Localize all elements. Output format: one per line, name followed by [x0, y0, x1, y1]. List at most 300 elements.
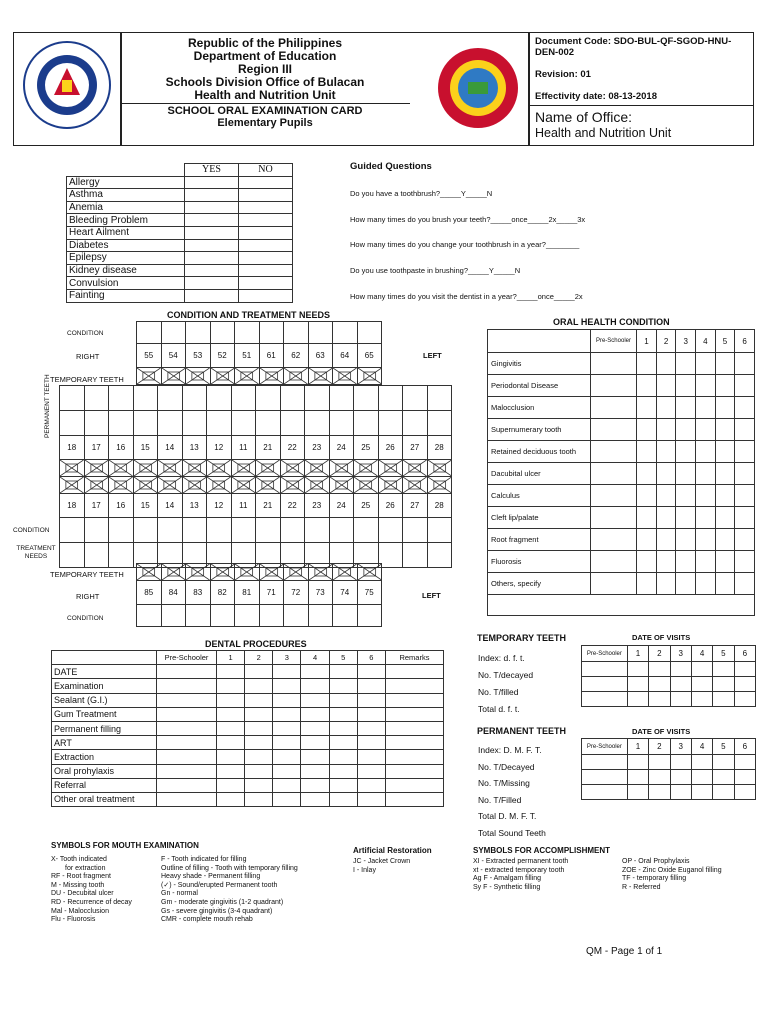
- tooth-entry-cell[interactable]: [259, 605, 284, 627]
- procedure-cell[interactable]: [301, 750, 329, 764]
- yes-checkbox[interactable]: [185, 189, 239, 202]
- tooth-surface-diagram[interactable]: [158, 460, 183, 477]
- tooth-surface-diagram[interactable]: [207, 477, 232, 494]
- visits-cell[interactable]: [582, 662, 628, 677]
- oral-condition-cell[interactable]: [637, 441, 657, 463]
- visits-cell[interactable]: [691, 785, 712, 800]
- procedure-cell[interactable]: [329, 778, 357, 792]
- visits-cell[interactable]: [649, 692, 670, 707]
- oral-condition-cell[interactable]: [696, 397, 716, 419]
- tooth-entry-cell[interactable]: [354, 386, 379, 411]
- oral-condition-cell[interactable]: [656, 375, 676, 397]
- oral-condition-cell[interactable]: [637, 419, 657, 441]
- visits-cell[interactable]: [627, 785, 648, 800]
- tooth-entry-cell[interactable]: [280, 386, 305, 411]
- procedure-cell[interactable]: [273, 778, 301, 792]
- oral-condition-cell[interactable]: [590, 551, 636, 573]
- visits-cell[interactable]: [670, 770, 691, 785]
- visits-cell[interactable]: [734, 770, 755, 785]
- tooth-entry-cell[interactable]: [210, 605, 235, 627]
- procedure-cell[interactable]: [357, 778, 385, 792]
- procedure-cell[interactable]: [157, 736, 217, 750]
- tooth-entry-cell[interactable]: [354, 518, 379, 543]
- tooth-entry-cell[interactable]: [186, 605, 211, 627]
- yes-checkbox[interactable]: [185, 214, 239, 227]
- procedure-cell[interactable]: [329, 721, 357, 735]
- oral-condition-cell[interactable]: [590, 375, 636, 397]
- tooth-entry-cell[interactable]: [84, 518, 109, 543]
- oral-condition-cell[interactable]: [590, 353, 636, 375]
- oral-condition-cell[interactable]: [715, 573, 735, 595]
- oral-condition-cell[interactable]: [676, 529, 696, 551]
- tooth-entry-cell[interactable]: [403, 543, 428, 568]
- procedure-cell[interactable]: [301, 736, 329, 750]
- oral-condition-cell[interactable]: [637, 353, 657, 375]
- tooth-surface-diagram[interactable]: [280, 460, 305, 477]
- procedure-cell[interactable]: [157, 665, 217, 679]
- oral-condition-cell[interactable]: [656, 529, 676, 551]
- tooth-entry-cell[interactable]: [207, 386, 232, 411]
- procedure-cell[interactable]: [217, 721, 245, 735]
- tooth-surface-diagram[interactable]: [378, 477, 403, 494]
- procedure-cell[interactable]: [245, 665, 273, 679]
- yes-checkbox[interactable]: [185, 201, 239, 214]
- procedure-cell[interactable]: [301, 792, 329, 806]
- procedure-cell[interactable]: [357, 750, 385, 764]
- visits-cell[interactable]: [670, 692, 691, 707]
- oral-condition-cell[interactable]: [735, 573, 755, 595]
- tooth-surface-diagram[interactable]: [308, 564, 333, 581]
- tooth-surface-diagram[interactable]: [427, 460, 452, 477]
- tooth-entry-cell[interactable]: [284, 605, 309, 627]
- visits-cell[interactable]: [649, 662, 670, 677]
- visits-cell[interactable]: [713, 785, 734, 800]
- tooth-surface-diagram[interactable]: [284, 368, 309, 385]
- tooth-surface-diagram[interactable]: [235, 368, 260, 385]
- oral-condition-cell[interactable]: [696, 485, 716, 507]
- tooth-surface-diagram[interactable]: [354, 460, 379, 477]
- oral-condition-cell[interactable]: [715, 375, 735, 397]
- tooth-surface-diagram[interactable]: [256, 460, 281, 477]
- oral-condition-cell[interactable]: [735, 441, 755, 463]
- visits-cell[interactable]: [713, 677, 734, 692]
- tooth-surface-diagram[interactable]: [259, 368, 284, 385]
- tooth-entry-cell[interactable]: [305, 518, 330, 543]
- oral-condition-cell[interactable]: [715, 507, 735, 529]
- oral-condition-cell[interactable]: [676, 463, 696, 485]
- procedure-cell[interactable]: [301, 665, 329, 679]
- tooth-entry-cell[interactable]: [84, 386, 109, 411]
- visits-cell[interactable]: [691, 770, 712, 785]
- oral-condition-cell[interactable]: [590, 419, 636, 441]
- tooth-entry-cell[interactable]: [60, 543, 85, 568]
- procedure-cell[interactable]: [157, 750, 217, 764]
- procedure-cell[interactable]: [273, 721, 301, 735]
- tooth-entry-cell[interactable]: [403, 518, 428, 543]
- procedure-cell[interactable]: [385, 764, 443, 778]
- visits-cell[interactable]: [582, 755, 628, 770]
- procedure-cell[interactable]: [217, 764, 245, 778]
- procedure-cell[interactable]: [385, 750, 443, 764]
- tooth-entry-cell[interactable]: [378, 518, 403, 543]
- procedure-cell[interactable]: [385, 778, 443, 792]
- tooth-surface-diagram[interactable]: [186, 564, 211, 581]
- tooth-entry-cell[interactable]: [133, 411, 158, 436]
- procedure-cell[interactable]: [245, 721, 273, 735]
- tooth-entry-cell[interactable]: [161, 322, 186, 344]
- oral-condition-cell[interactable]: [676, 441, 696, 463]
- oral-condition-cell[interactable]: [715, 485, 735, 507]
- oral-condition-cell[interactable]: [696, 419, 716, 441]
- oral-condition-cell[interactable]: [735, 507, 755, 529]
- visits-cell[interactable]: [582, 677, 628, 692]
- oral-condition-cell[interactable]: [656, 551, 676, 573]
- procedure-cell[interactable]: [157, 792, 217, 806]
- no-checkbox[interactable]: [239, 214, 293, 227]
- procedure-cell[interactable]: [157, 679, 217, 693]
- tooth-surface-diagram[interactable]: [210, 564, 235, 581]
- procedure-cell[interactable]: [385, 721, 443, 735]
- visits-cell[interactable]: [582, 692, 628, 707]
- procedure-cell[interactable]: [245, 693, 273, 707]
- tooth-surface-diagram[interactable]: [84, 460, 109, 477]
- yes-checkbox[interactable]: [185, 176, 239, 189]
- procedure-cell[interactable]: [357, 721, 385, 735]
- tooth-surface-diagram[interactable]: [137, 368, 162, 385]
- procedure-cell[interactable]: [385, 665, 443, 679]
- tooth-entry-cell[interactable]: [161, 605, 186, 627]
- procedure-cell[interactable]: [157, 707, 217, 721]
- visits-cell[interactable]: [649, 755, 670, 770]
- procedure-cell[interactable]: [273, 792, 301, 806]
- visits-cell[interactable]: [670, 755, 691, 770]
- oral-condition-cell[interactable]: [637, 507, 657, 529]
- oral-condition-cell[interactable]: [656, 463, 676, 485]
- no-checkbox[interactable]: [239, 189, 293, 202]
- tooth-entry-cell[interactable]: [284, 322, 309, 344]
- tooth-surface-diagram[interactable]: [305, 477, 330, 494]
- oral-condition-cell[interactable]: [696, 375, 716, 397]
- procedure-cell[interactable]: [329, 764, 357, 778]
- oral-condition-cell[interactable]: [696, 573, 716, 595]
- oral-condition-cell[interactable]: [735, 485, 755, 507]
- oral-condition-cell[interactable]: [637, 573, 657, 595]
- procedure-cell[interactable]: [301, 707, 329, 721]
- yes-checkbox[interactable]: [185, 277, 239, 290]
- procedure-cell[interactable]: [357, 792, 385, 806]
- oral-condition-cell[interactable]: [656, 397, 676, 419]
- procedure-cell[interactable]: [157, 693, 217, 707]
- oral-condition-cell[interactable]: [656, 441, 676, 463]
- tooth-entry-cell[interactable]: [305, 386, 330, 411]
- tooth-surface-diagram[interactable]: [235, 564, 260, 581]
- oral-condition-cell[interactable]: [696, 463, 716, 485]
- oral-condition-cell[interactable]: [715, 353, 735, 375]
- tooth-entry-cell[interactable]: [403, 411, 428, 436]
- visits-cell[interactable]: [734, 662, 755, 677]
- tooth-surface-diagram[interactable]: [354, 477, 379, 494]
- tooth-surface-diagram[interactable]: [357, 564, 382, 581]
- tooth-surface-diagram[interactable]: [333, 564, 358, 581]
- procedure-cell[interactable]: [217, 679, 245, 693]
- procedure-cell[interactable]: [245, 764, 273, 778]
- oral-condition-cell[interactable]: [735, 529, 755, 551]
- tooth-surface-diagram[interactable]: [280, 477, 305, 494]
- visits-cell[interactable]: [734, 785, 755, 800]
- procedure-cell[interactable]: [217, 665, 245, 679]
- tooth-entry-cell[interactable]: [84, 543, 109, 568]
- tooth-entry-cell[interactable]: [158, 518, 183, 543]
- oral-condition-cell[interactable]: [715, 397, 735, 419]
- procedure-cell[interactable]: [157, 778, 217, 792]
- procedure-cell[interactable]: [329, 736, 357, 750]
- tooth-surface-diagram[interactable]: [207, 460, 232, 477]
- oral-health-blank-row[interactable]: [488, 595, 755, 616]
- visits-cell[interactable]: [627, 662, 648, 677]
- procedure-cell[interactable]: [385, 736, 443, 750]
- tooth-entry-cell[interactable]: [235, 322, 260, 344]
- visits-cell[interactable]: [734, 755, 755, 770]
- oral-condition-cell[interactable]: [676, 353, 696, 375]
- tooth-entry-cell[interactable]: [308, 605, 333, 627]
- tooth-entry-cell[interactable]: [137, 605, 162, 627]
- procedure-cell[interactable]: [357, 707, 385, 721]
- procedure-cell[interactable]: [385, 792, 443, 806]
- tooth-entry-cell[interactable]: [84, 411, 109, 436]
- oral-condition-cell[interactable]: [656, 419, 676, 441]
- tooth-surface-diagram[interactable]: [133, 477, 158, 494]
- tooth-entry-cell[interactable]: [427, 518, 452, 543]
- visits-cell[interactable]: [627, 770, 648, 785]
- tooth-entry-cell[interactable]: [427, 386, 452, 411]
- tooth-surface-diagram[interactable]: [60, 477, 85, 494]
- tooth-entry-cell[interactable]: [231, 411, 256, 436]
- procedure-cell[interactable]: [385, 707, 443, 721]
- procedure-cell[interactable]: [157, 721, 217, 735]
- tooth-entry-cell[interactable]: [182, 386, 207, 411]
- tooth-entry-cell[interactable]: [235, 605, 260, 627]
- tooth-surface-diagram[interactable]: [231, 460, 256, 477]
- procedure-cell[interactable]: [301, 721, 329, 735]
- oral-condition-cell[interactable]: [676, 573, 696, 595]
- oral-condition-cell[interactable]: [696, 353, 716, 375]
- tooth-entry-cell[interactable]: [182, 411, 207, 436]
- visits-cell[interactable]: [734, 692, 755, 707]
- procedure-cell[interactable]: [273, 693, 301, 707]
- tooth-surface-diagram[interactable]: [182, 477, 207, 494]
- yes-checkbox[interactable]: [185, 264, 239, 277]
- oral-condition-cell[interactable]: [676, 419, 696, 441]
- tooth-surface-diagram[interactable]: [403, 460, 428, 477]
- oral-condition-cell[interactable]: [715, 529, 735, 551]
- visits-cell[interactable]: [713, 755, 734, 770]
- visits-cell[interactable]: [670, 677, 691, 692]
- procedure-cell[interactable]: [329, 792, 357, 806]
- no-checkbox[interactable]: [239, 252, 293, 265]
- tooth-entry-cell[interactable]: [231, 386, 256, 411]
- tooth-surface-diagram[interactable]: [333, 368, 358, 385]
- tooth-entry-cell[interactable]: [427, 543, 452, 568]
- yes-checkbox[interactable]: [185, 226, 239, 239]
- oral-condition-cell[interactable]: [696, 529, 716, 551]
- tooth-entry-cell[interactable]: [329, 411, 354, 436]
- tooth-surface-diagram[interactable]: [133, 460, 158, 477]
- procedure-cell[interactable]: [217, 792, 245, 806]
- procedure-cell[interactable]: [245, 750, 273, 764]
- visits-cell[interactable]: [649, 677, 670, 692]
- tooth-entry-cell[interactable]: [158, 386, 183, 411]
- oral-condition-cell[interactable]: [590, 485, 636, 507]
- visits-cell[interactable]: [713, 662, 734, 677]
- tooth-entry-cell[interactable]: [378, 386, 403, 411]
- visits-cell[interactable]: [691, 662, 712, 677]
- tooth-surface-diagram[interactable]: [357, 368, 382, 385]
- procedure-cell[interactable]: [357, 665, 385, 679]
- tooth-entry-cell[interactable]: [308, 322, 333, 344]
- tooth-entry-cell[interactable]: [182, 518, 207, 543]
- procedure-cell[interactable]: [357, 764, 385, 778]
- oral-condition-cell[interactable]: [715, 463, 735, 485]
- tooth-entry-cell[interactable]: [158, 411, 183, 436]
- tooth-entry-cell[interactable]: [305, 411, 330, 436]
- visits-cell[interactable]: [713, 770, 734, 785]
- no-checkbox[interactable]: [239, 201, 293, 214]
- tooth-entry-cell[interactable]: [231, 518, 256, 543]
- oral-condition-cell[interactable]: [637, 463, 657, 485]
- visits-cell[interactable]: [582, 785, 628, 800]
- tooth-surface-diagram[interactable]: [308, 368, 333, 385]
- yes-checkbox[interactable]: [185, 239, 239, 252]
- oral-condition-cell[interactable]: [715, 551, 735, 573]
- oral-condition-cell[interactable]: [676, 375, 696, 397]
- oral-condition-cell[interactable]: [676, 397, 696, 419]
- tooth-entry-cell[interactable]: [259, 322, 284, 344]
- procedure-cell[interactable]: [273, 707, 301, 721]
- tooth-entry-cell[interactable]: [333, 322, 358, 344]
- procedure-cell[interactable]: [217, 736, 245, 750]
- tooth-entry-cell[interactable]: [60, 411, 85, 436]
- visits-cell[interactable]: [627, 755, 648, 770]
- tooth-surface-diagram[interactable]: [109, 477, 134, 494]
- procedure-cell[interactable]: [217, 693, 245, 707]
- tooth-surface-diagram[interactable]: [329, 477, 354, 494]
- oral-condition-cell[interactable]: [590, 397, 636, 419]
- tooth-entry-cell[interactable]: [329, 386, 354, 411]
- procedure-cell[interactable]: [273, 736, 301, 750]
- tooth-surface-diagram[interactable]: [60, 460, 85, 477]
- tooth-entry-cell[interactable]: [280, 411, 305, 436]
- oral-condition-cell[interactable]: [715, 441, 735, 463]
- tooth-entry-cell[interactable]: [280, 518, 305, 543]
- procedure-cell[interactable]: [273, 665, 301, 679]
- procedure-cell[interactable]: [329, 665, 357, 679]
- tooth-entry-cell[interactable]: [354, 411, 379, 436]
- visits-cell[interactable]: [670, 662, 691, 677]
- procedure-cell[interactable]: [329, 707, 357, 721]
- no-checkbox[interactable]: [239, 264, 293, 277]
- procedure-cell[interactable]: [357, 736, 385, 750]
- tooth-entry-cell[interactable]: [207, 518, 232, 543]
- oral-condition-cell[interactable]: [637, 529, 657, 551]
- oral-condition-cell[interactable]: [735, 375, 755, 397]
- visits-cell[interactable]: [670, 785, 691, 800]
- visits-cell[interactable]: [649, 770, 670, 785]
- tooth-surface-diagram[interactable]: [137, 564, 162, 581]
- oral-condition-cell[interactable]: [656, 485, 676, 507]
- visits-cell[interactable]: [734, 677, 755, 692]
- tooth-entry-cell[interactable]: [109, 543, 134, 568]
- tooth-entry-cell[interactable]: [186, 322, 211, 344]
- tooth-surface-diagram[interactable]: [182, 460, 207, 477]
- procedure-cell[interactable]: [273, 679, 301, 693]
- oral-condition-cell[interactable]: [590, 529, 636, 551]
- tooth-entry-cell[interactable]: [133, 386, 158, 411]
- oral-condition-cell[interactable]: [715, 419, 735, 441]
- oral-condition-cell[interactable]: [735, 397, 755, 419]
- procedure-cell[interactable]: [329, 750, 357, 764]
- tooth-surface-diagram[interactable]: [158, 477, 183, 494]
- tooth-entry-cell[interactable]: [109, 386, 134, 411]
- tooth-surface-diagram[interactable]: [186, 368, 211, 385]
- tooth-surface-diagram[interactable]: [161, 368, 186, 385]
- oral-condition-cell[interactable]: [590, 573, 636, 595]
- procedure-cell[interactable]: [301, 778, 329, 792]
- tooth-entry-cell[interactable]: [133, 518, 158, 543]
- tooth-entry-cell[interactable]: [60, 386, 85, 411]
- oral-condition-cell[interactable]: [637, 551, 657, 573]
- tooth-entry-cell[interactable]: [357, 605, 382, 627]
- tooth-entry-cell[interactable]: [333, 605, 358, 627]
- oral-condition-cell[interactable]: [676, 507, 696, 529]
- oral-condition-cell[interactable]: [696, 507, 716, 529]
- oral-condition-cell[interactable]: [637, 397, 657, 419]
- tooth-surface-diagram[interactable]: [403, 477, 428, 494]
- procedure-cell[interactable]: [245, 778, 273, 792]
- oral-condition-cell[interactable]: [656, 573, 676, 595]
- procedure-cell[interactable]: [217, 750, 245, 764]
- procedure-cell[interactable]: [217, 707, 245, 721]
- tooth-surface-diagram[interactable]: [84, 477, 109, 494]
- procedure-cell[interactable]: [357, 693, 385, 707]
- visits-cell[interactable]: [691, 677, 712, 692]
- no-checkbox[interactable]: [239, 226, 293, 239]
- procedure-cell[interactable]: [217, 778, 245, 792]
- oral-condition-cell[interactable]: [590, 463, 636, 485]
- oral-condition-cell[interactable]: [656, 507, 676, 529]
- procedure-cell[interactable]: [357, 679, 385, 693]
- oral-condition-cell[interactable]: [590, 507, 636, 529]
- procedure-cell[interactable]: [329, 693, 357, 707]
- procedure-cell[interactable]: [273, 764, 301, 778]
- tooth-surface-diagram[interactable]: [109, 460, 134, 477]
- tooth-entry-cell[interactable]: [329, 518, 354, 543]
- no-checkbox[interactable]: [239, 239, 293, 252]
- oral-condition-cell[interactable]: [735, 353, 755, 375]
- tooth-entry-cell[interactable]: [210, 322, 235, 344]
- tooth-entry-cell[interactable]: [109, 411, 134, 436]
- oral-condition-cell[interactable]: [656, 353, 676, 375]
- tooth-surface-diagram[interactable]: [256, 477, 281, 494]
- visits-cell[interactable]: [627, 677, 648, 692]
- visits-cell[interactable]: [691, 692, 712, 707]
- procedure-cell[interactable]: [385, 693, 443, 707]
- tooth-entry-cell[interactable]: [256, 411, 281, 436]
- tooth-entry-cell[interactable]: [207, 411, 232, 436]
- oral-condition-cell[interactable]: [696, 551, 716, 573]
- oral-condition-cell[interactable]: [735, 551, 755, 573]
- visits-cell[interactable]: [713, 692, 734, 707]
- tooth-entry-cell[interactable]: [60, 518, 85, 543]
